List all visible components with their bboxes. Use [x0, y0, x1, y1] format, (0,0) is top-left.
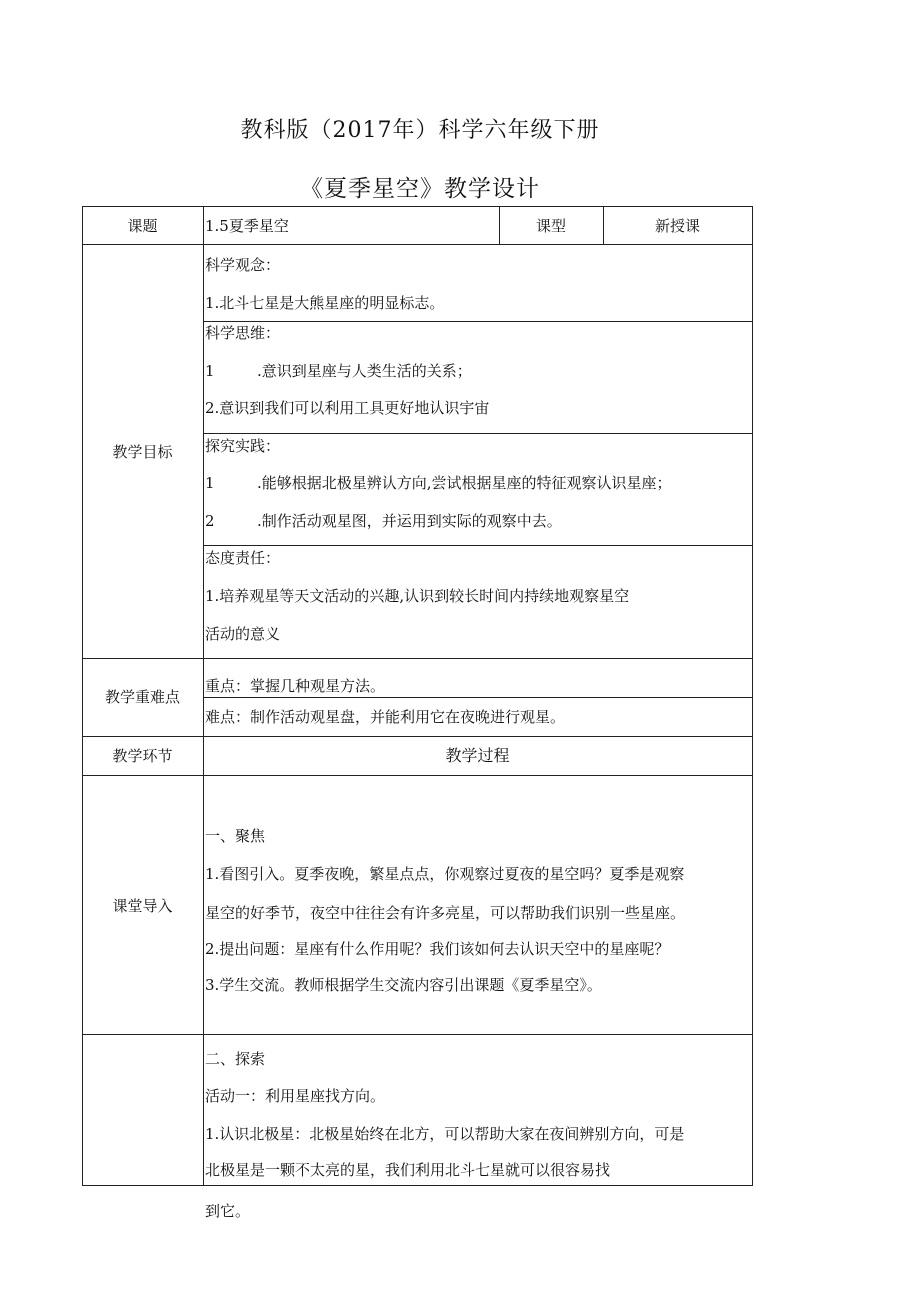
thinking-heading: 科学思维：	[205, 324, 281, 342]
list-number: 1	[205, 362, 215, 380]
key-point: 重点：掌握几种观星方法。	[205, 677, 386, 695]
concept-item: 1.北斗七星是大熊星座的明显标志。	[205, 294, 445, 312]
attitude-heading: 态度责任：	[205, 549, 281, 567]
intro-section-title: 一、聚焦	[205, 827, 266, 845]
table-row-divider	[82, 658, 753, 659]
explore-section-title: 二、探索	[205, 1050, 266, 1068]
list-text: .意识到星座与人类生活的关系；	[257, 362, 472, 380]
table-border-top	[82, 206, 753, 207]
table-border-bottom	[82, 1185, 753, 1186]
difficult-point: 难点：制作活动观星盘，并能利用它在夜晚进行观星。	[205, 708, 566, 726]
intro-stage-label: 课堂导入	[112, 897, 173, 915]
table-row-divider	[82, 736, 753, 737]
continued-text: 到它。	[205, 1202, 251, 1220]
thinking-item	[205, 362, 472, 380]
objectives-divider	[203, 545, 753, 546]
practice-item	[205, 474, 672, 492]
stage-column-header: 教学环节	[112, 747, 173, 765]
objectives-label: 教学目标	[112, 443, 173, 461]
key-points-divider	[203, 697, 753, 698]
table-row-divider	[82, 244, 753, 245]
topic-value: 1.5夏季星空	[205, 217, 289, 235]
practice-item	[205, 512, 562, 530]
table-border-right	[752, 206, 753, 1186]
list-text: .能够根据北极星辨认方向,尝试根据星座的特征观察认识星座；	[257, 474, 672, 492]
table-row-divider	[82, 775, 753, 776]
explore-line: 1.认识北极星：北极星始终在北方，可以帮助大家在夜间辨别方向，可是	[205, 1125, 685, 1143]
objectives-divider	[203, 433, 753, 434]
intro-line: 2.提出问题：星座有什么作用呢？我们该如何去认识天空中的星座呢？	[205, 940, 670, 958]
concept-heading: 科学观念：	[205, 256, 281, 274]
intro-line: 3.学生交流。教师根据学生交流内容引出课题《夏季星空》。	[205, 976, 602, 994]
attitude-item-continued: 活动的意义	[205, 625, 281, 643]
process-column-header: 教学过程	[445, 746, 510, 765]
objectives-divider	[203, 321, 753, 322]
intro-line: 1.看图引入。夏季夜晚，繁星点点，你观察过夏夜的星空吗？夏季是观察	[205, 865, 685, 883]
list-text: .制作活动观星图，并运用到实际的观察中去。	[257, 512, 562, 530]
list-number: 1	[205, 474, 215, 492]
list-number: 2	[205, 512, 215, 530]
attitude-item: 1.培养观星等天文活动的兴趣,认识到较长时间内持续地观察星空	[205, 587, 630, 605]
topic-label: 课题	[127, 217, 158, 235]
intro-line: 星空的好季节，夜空中往往会有许多亮星，可以帮助我们识别一些星座。	[205, 904, 686, 922]
table-column-divider	[203, 206, 204, 1186]
document-subtitle: 《夏季星空》教学设计	[300, 176, 540, 202]
lesson-type-label: 课型	[535, 217, 566, 235]
thinking-item: 2.意识到我们可以利用工具更好地认识宇宙	[205, 399, 490, 417]
explore-activity-title: 活动一：利用星座找方向。	[205, 1087, 386, 1105]
practice-heading: 探究实践：	[205, 437, 281, 455]
explore-line: 北极星是一颗不太亮的星，我们利用北斗七星就可以很容易找	[205, 1161, 611, 1179]
key-points-label: 教学重难点	[104, 688, 180, 706]
document-title: 教科版（2017年）科学六年级下册	[240, 118, 600, 143]
table-row-divider	[82, 1034, 753, 1035]
lesson-type-value: 新授课	[654, 217, 700, 235]
